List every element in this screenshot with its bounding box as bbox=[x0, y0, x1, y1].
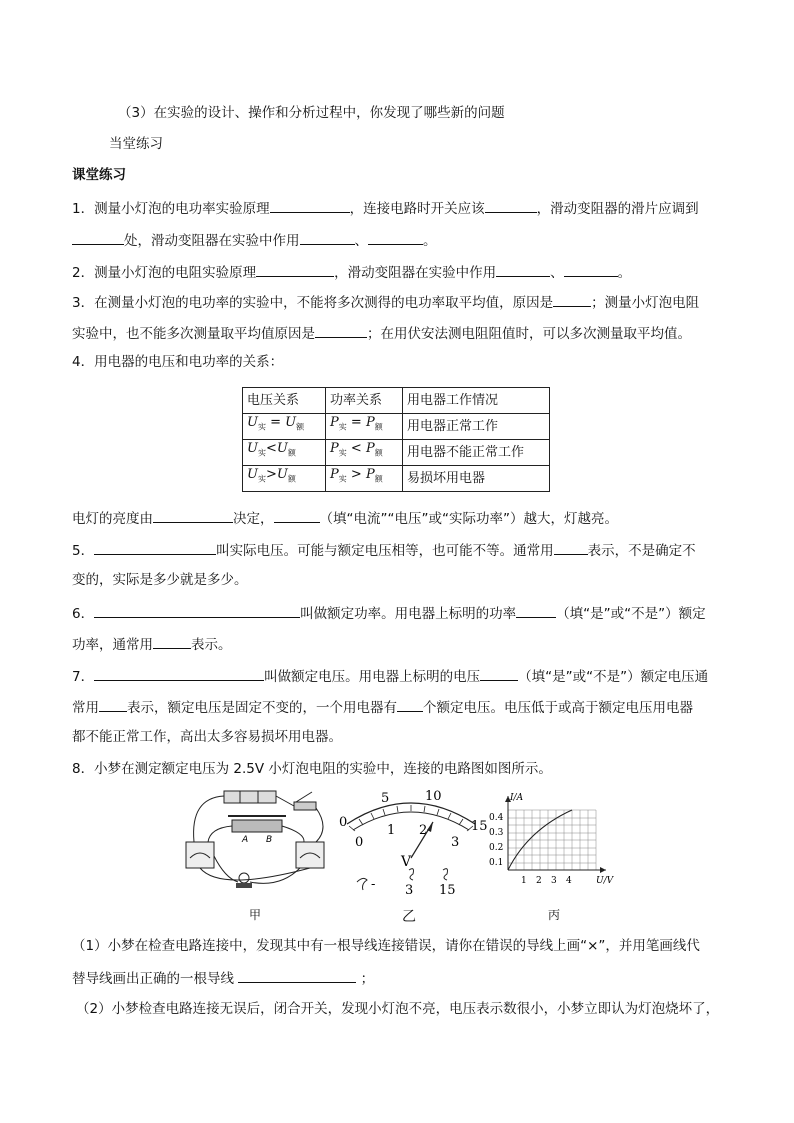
table-header-cell: 功率关系 bbox=[326, 388, 403, 414]
q4-line: 4．用电器的电压和电功率的关系： bbox=[72, 354, 284, 370]
label-b: B bbox=[266, 835, 273, 845]
x-tick-label: 4 bbox=[566, 876, 572, 886]
label-a: A bbox=[242, 835, 249, 845]
caption-jia: 甲 bbox=[249, 908, 262, 922]
voltage-relation: $U_实>U_额$ bbox=[243, 466, 326, 492]
y-tick-label: 0.1 bbox=[489, 858, 504, 868]
inner-tick-label: 1 bbox=[387, 823, 396, 838]
unit-label: V bbox=[401, 854, 412, 870]
table-header-cell: 电压关系 bbox=[243, 388, 326, 414]
blank[interactable] bbox=[238, 968, 356, 983]
blank[interactable] bbox=[553, 292, 591, 307]
q7-line2: 常用 表示，额定电压是固定不变的，一个用电器有 个额定电压。电压低于或高于额定电压用电器 bbox=[72, 697, 693, 717]
power-relation: $P_实 < P_额$ bbox=[326, 440, 403, 466]
sub1-line1: （1）小梦在检查电路连接中，发现其中有一根导线连接错误，请你在错误的导线上画“×”，并用笔画线代 bbox=[72, 938, 700, 954]
voltmeter-icon bbox=[296, 842, 324, 868]
inner-tick-label: 0 bbox=[355, 835, 364, 850]
blank[interactable] bbox=[397, 697, 423, 712]
voltage-power-table bbox=[242, 387, 550, 492]
blank[interactable] bbox=[485, 198, 537, 213]
q3-line1: 3．在测量小灯泡的电功率的实验中，不能将多次测得的电功率取平均值，原因是 ；测量小灯泡电阻 bbox=[72, 292, 699, 312]
blank[interactable] bbox=[554, 540, 588, 555]
table-row bbox=[243, 414, 550, 440]
ammeter-icon bbox=[186, 842, 214, 868]
x-axis-label: U/V bbox=[596, 876, 614, 886]
section-classroom-practice: 课堂练习 bbox=[72, 167, 126, 183]
blank[interactable] bbox=[72, 230, 124, 245]
caption-yi: 乙 bbox=[402, 909, 416, 925]
y-tick-label: 0.3 bbox=[489, 828, 504, 838]
q5-line1: 5． 叫实际电压。可能与额定电压相等，也可能不等。通常用 表示，不是确定不 bbox=[72, 540, 696, 560]
question-3-text: （3）在实验的设计、操作和分析过程中，你发现了哪些新的问题 bbox=[118, 105, 505, 121]
x-tick-label: 1 bbox=[521, 876, 527, 886]
switch-icon bbox=[294, 802, 316, 810]
blank[interactable] bbox=[368, 230, 423, 245]
outer-tick-label: 0 bbox=[339, 815, 348, 830]
battery-icon bbox=[224, 791, 276, 803]
blank[interactable] bbox=[300, 230, 355, 245]
rheostat-icon bbox=[232, 820, 282, 832]
q1-line1: 1．测量小灯泡的电功率实验原理 ，连接电路时开关应该 ，滑动变阻器的滑片应调到 bbox=[72, 198, 699, 218]
x-tick-label: 2 bbox=[536, 876, 542, 886]
terminal-label: - bbox=[371, 877, 376, 892]
terminal-label: 3 bbox=[405, 883, 414, 898]
blank[interactable] bbox=[496, 262, 550, 277]
inner-tick-label: 2 bbox=[419, 823, 428, 838]
power-relation: $P_实 = P_额$ bbox=[326, 414, 403, 440]
q7-line1: 7． 叫做额定电压。用电器上标明的电压 （填“是”或“不是”）额定电压通 bbox=[72, 666, 708, 686]
voltage-relation: $U_实<U_额$ bbox=[243, 440, 326, 466]
blank[interactable] bbox=[480, 666, 518, 681]
blank[interactable] bbox=[270, 198, 350, 213]
caption-bing: 丙 bbox=[548, 908, 561, 922]
sub2-line: （2）小梦检查电路连接无误后，闭合开关，发现小灯泡不亮，电压表示数很小，小梦立即认为灯泡烧坏了， bbox=[76, 1001, 720, 1017]
q5-line2: 变的，实际是多少就是多少。 bbox=[72, 572, 248, 588]
outer-tick-label: 5 bbox=[381, 791, 390, 806]
voltmeter-dial bbox=[335, 786, 495, 898]
sub1-line2: 替导线画出正确的一根导线 ； bbox=[72, 968, 374, 988]
q2-line: 2．测量小灯泡的电阻实验原理 ，滑动变阻器在实验中作用 、 。 bbox=[72, 262, 631, 282]
power-relation: $P_实 > P_额$ bbox=[326, 466, 403, 492]
blank[interactable] bbox=[153, 508, 233, 523]
circuit-diagram bbox=[180, 788, 330, 896]
terminal-label: 15 bbox=[439, 883, 456, 898]
blank[interactable] bbox=[94, 666, 264, 681]
blank[interactable] bbox=[516, 603, 556, 618]
y-tick-label: 0.2 bbox=[489, 843, 504, 853]
blank[interactable] bbox=[315, 323, 367, 338]
q6-line1: 6． 叫做额定功率。用电器上标明的功率 （填“是”或“不是”）额定 bbox=[72, 603, 706, 623]
blank[interactable] bbox=[94, 540, 216, 555]
section-practice: 当堂练习 bbox=[109, 136, 163, 152]
q6-line2: 功率，通常用 表示。 bbox=[72, 634, 232, 654]
table-header-cell: 用电器工作情况 bbox=[403, 388, 550, 414]
bulb-icon bbox=[239, 873, 249, 883]
q8-line: 8．小梦在测定额定电压为 2.5V 小灯泡电阻的实验中，连接的电路图如图所示。 bbox=[72, 761, 552, 777]
table-row bbox=[243, 466, 550, 492]
blank[interactable] bbox=[274, 508, 320, 523]
outer-tick-label: 15 bbox=[471, 819, 488, 834]
blank[interactable] bbox=[94, 603, 300, 618]
table-header-row bbox=[243, 388, 550, 414]
inner-tick-label: 3 bbox=[451, 835, 460, 850]
blank[interactable] bbox=[153, 634, 191, 649]
blank[interactable] bbox=[564, 262, 618, 277]
status-cell: 用电器不能正常工作 bbox=[403, 440, 550, 466]
y-tick-label: 0.4 bbox=[489, 813, 504, 823]
status-cell: 易损坏用电器 bbox=[403, 466, 550, 492]
blank[interactable] bbox=[99, 697, 127, 712]
q1-line2: 处，滑动变阻器在实验中作用 、 。 bbox=[72, 230, 437, 250]
x-tick-label: 3 bbox=[551, 876, 557, 886]
outer-tick-label: 10 bbox=[425, 789, 442, 804]
iu-graph bbox=[488, 786, 620, 894]
q4-brightness-line: 电灯的亮度由 决定， （填“电流”“电压”或“实际功率”）越大，灯越亮。 bbox=[72, 508, 618, 528]
q7-line3: 都不能正常工作，高出太多容易损坏用电器。 bbox=[72, 729, 342, 745]
table-row bbox=[243, 440, 550, 466]
blank[interactable] bbox=[256, 262, 334, 277]
y-axis-label: I/A bbox=[510, 793, 524, 803]
voltage-relation: $U_实 = U_额$ bbox=[243, 414, 326, 440]
status-cell: 用电器正常工作 bbox=[403, 414, 550, 440]
q3-line2: 实验中，也不能多次测量取平均值原因是 ；在用伏安法测电阻阻值时，可以多次测量取平均值。 bbox=[72, 323, 691, 343]
